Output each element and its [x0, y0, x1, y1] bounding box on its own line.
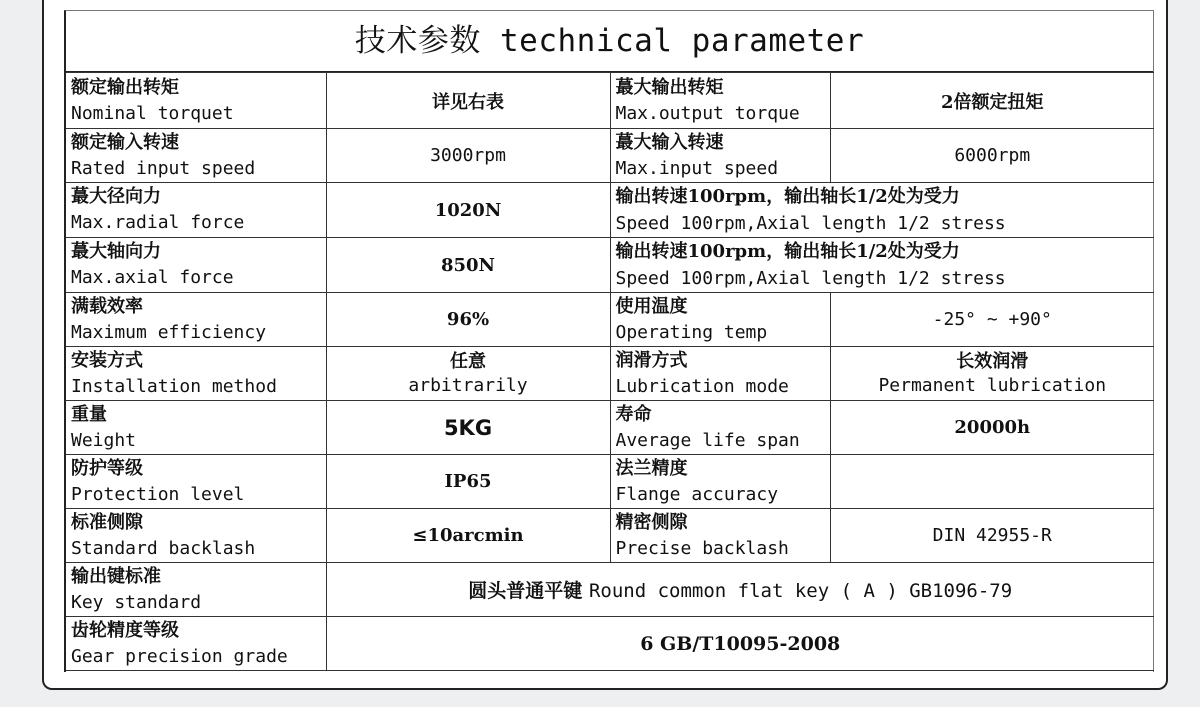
param-value: 850N — [326, 238, 610, 293]
table-row — [66, 293, 1154, 347]
table-row — [66, 455, 1154, 509]
param-value: 6000rpm — [830, 129, 1154, 183]
param-value: 5KG — [326, 401, 610, 455]
param-label: 蕞大输入转速 Max.input speed — [610, 129, 830, 183]
param-note: 输出转速100rpm，输出轴长1/2处为受力 Speed 100rpm,Axial length 1/2 stress — [610, 183, 1154, 238]
param-value-wide: 圆头普通平键 Round common flat key ( A ) GB1096-79 — [326, 563, 1154, 617]
table-row — [66, 347, 1154, 401]
param-label: 法兰精度 Flange accuracy — [610, 455, 830, 509]
param-value — [830, 455, 1154, 509]
param-value: 长效润滑 Permanent lubrication — [830, 347, 1154, 401]
param-label: 润滑方式 Lubrication mode — [610, 347, 830, 401]
param-value-wide: 6 GB/T10095-2008 — [326, 617, 1154, 671]
param-value: 1020N — [326, 183, 610, 238]
param-value: 96% — [326, 293, 610, 347]
param-label: 重量 Weight — [66, 401, 326, 455]
param-label: 齿轮精度等级 Gear precision grade — [66, 617, 326, 671]
table-row — [66, 401, 1154, 455]
document-frame — [42, 0, 1168, 690]
param-value: 2倍额定扭矩 — [830, 73, 1154, 129]
param-label: 额定输出转矩 Nominal torquet — [66, 73, 326, 129]
param-value: 任意 arbitrarily — [326, 347, 610, 401]
param-label: 蕞大轴向力 Max.axial force — [66, 238, 326, 293]
parameter-table — [66, 72, 1154, 671]
param-label: 防护等级 Protection level — [66, 455, 326, 509]
param-value: IP65 — [326, 455, 610, 509]
table-row — [66, 129, 1154, 183]
sheet-title: 技术参数 technical parameter — [66, 11, 1153, 72]
table-row — [66, 563, 1154, 617]
param-value: DIN 42955-R — [830, 509, 1154, 563]
param-value: 20000h — [830, 401, 1154, 455]
param-label: 标准侧隙 Standard backlash — [66, 509, 326, 563]
param-label: 蕞大输出转矩 Max.output torque — [610, 73, 830, 129]
table-row — [66, 509, 1154, 563]
table-row — [66, 238, 1154, 293]
param-label: 寿命 Average life span — [610, 401, 830, 455]
table-row — [66, 183, 1154, 238]
param-label: 使用温度 Operating temp — [610, 293, 830, 347]
param-label: 输出键标准 Key standard — [66, 563, 326, 617]
param-label: 蕞大径向力 Max.radial force — [66, 183, 326, 238]
param-value: -25° ~ +90° — [830, 293, 1154, 347]
param-label: 精密侧隙 Precise backlash — [610, 509, 830, 563]
param-label: 满载效率 Maximum efficiency — [66, 293, 326, 347]
table-row — [66, 617, 1154, 671]
param-label: 额定输入转速 Rated input speed — [66, 129, 326, 183]
param-value: 3000rpm — [326, 129, 610, 183]
parameter-sheet — [64, 10, 1154, 672]
param-label: 安装方式 Installation method — [66, 347, 326, 401]
param-note: 输出转速100rpm，输出轴长1/2处为受力 Speed 100rpm,Axial length 1/2 stress — [610, 238, 1154, 293]
table-row — [66, 73, 1154, 129]
param-value: 详见右表 — [326, 73, 610, 129]
param-value: ≤10arcmin — [326, 509, 610, 563]
